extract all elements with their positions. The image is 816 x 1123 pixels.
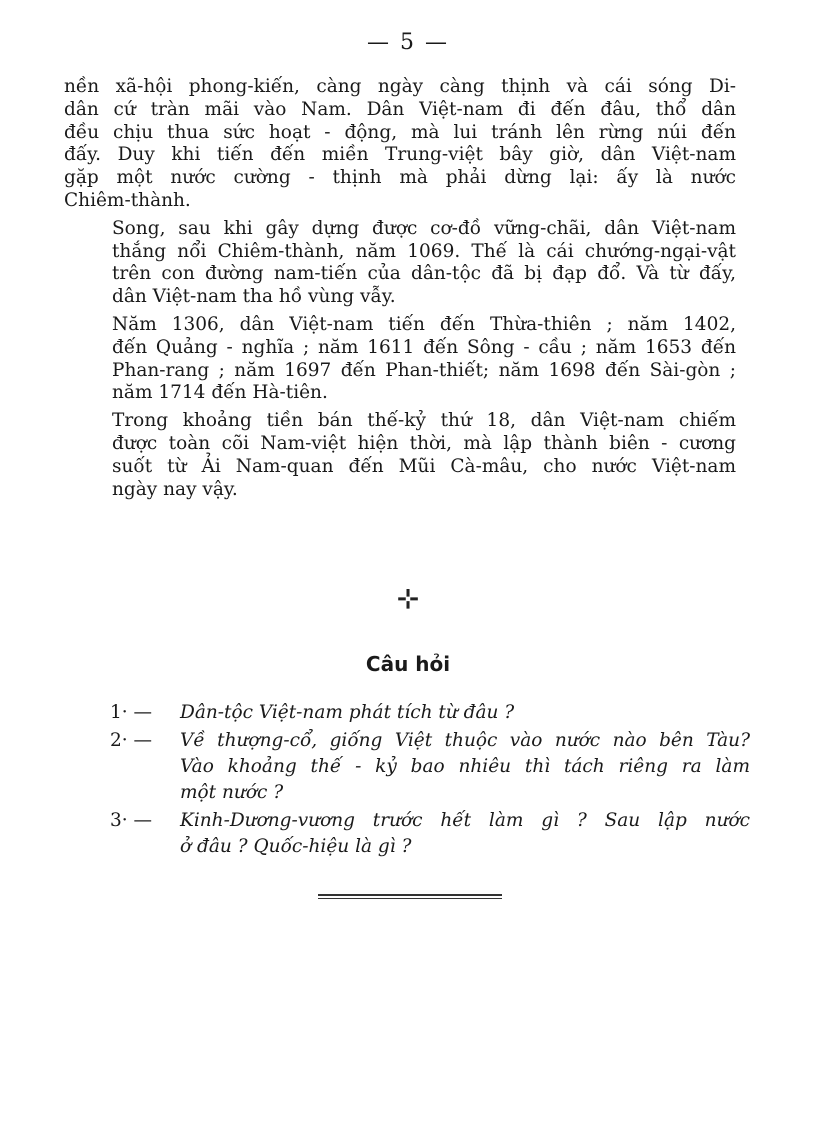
question-text <box>180 808 750 860</box>
text-line: Phan-rang ; năm 1697 đến Phan-thiết; năm 1698 đến Sài-gòn ; <box>112 359 736 381</box>
text-line: Dân-tộc Việt-nam phát tích từ đâu ? <box>180 702 515 723</box>
text-line: được toàn cõi Nam-việt hiện thời, mà lập thành biên - cương <box>112 432 736 454</box>
text-line: trên con đường nam-tiến của dân-tộc đã bị đạp đổ. Và từ đấy, <box>112 263 736 285</box>
text-line: nền xã-hội phong-kiến, càng ngày càng thịnh và cái sóng Di- <box>64 76 736 97</box>
paragraph-1 <box>64 76 736 213</box>
text-line: dân cứ tràn mãi vào Nam. Dân Việt-nam đi đến đâu, thổ dân <box>64 98 736 120</box>
question-list <box>110 700 750 862</box>
text-line: suốt từ Ải Nam-quan đến Mũi Cà-mâu, cho nước Việt-nam <box>112 455 736 477</box>
question-text <box>180 728 750 806</box>
question-number: 1· — <box>110 702 153 723</box>
end-rule <box>318 894 502 899</box>
ornament-divider-icon: ⊹ <box>397 584 419 614</box>
paragraph-2 <box>64 218 736 309</box>
question-text <box>180 700 750 726</box>
text-line: Kinh-Dương-vương trước hết làm gì ? Sau lập nước <box>180 810 750 831</box>
text-line: Vào khoảng thế - kỷ bao nhiêu thì tách riêng ra làm <box>180 756 750 777</box>
question-item <box>110 728 750 806</box>
question-item <box>110 700 750 726</box>
text-line: thắng nổi Chiêm-thành, năm 1069. Thế là cái chướng-ngại-vật <box>112 240 736 262</box>
text-line: đến Quảng - nghĩa ; năm 1611 đến Sông - cầu ; năm 1653 đến <box>112 336 736 358</box>
page-number: — 5 — <box>367 30 449 55</box>
text-line: Chiêm-thành. <box>64 189 191 211</box>
text-line: Song, sau khi gây dựng được cơ-đồ vững-chãi, dân Việt-nam <box>112 217 736 239</box>
text-line: ngày nay vậy. <box>112 478 238 500</box>
text-line: gặp một nước cường - thịnh mà phải dừng lại: ấy là nước <box>64 167 736 189</box>
text-line: Về thượng-cổ, giống Việt thuộc vào nước nào bên Tàu? <box>180 730 750 751</box>
text-line: đấy. Duy khi tiến đến miền Trung-việt bây giờ, dân Việt-nam <box>64 144 736 166</box>
question-item <box>110 808 750 860</box>
paragraph-4 <box>64 410 736 501</box>
question-number: 3· — <box>110 810 153 831</box>
question-number: 2· — <box>110 730 153 751</box>
text-line: năm 1714 đến Hà-tiên. <box>112 382 328 404</box>
text-line: ở đâu ? Quốc-hiệu là gì ? <box>180 836 412 857</box>
paragraph-3 <box>64 314 736 405</box>
text-line: dân Việt-nam tha hồ vùng vẫy. <box>112 286 396 308</box>
text-line: một nước ? <box>180 782 284 803</box>
text-line: Trong khoảng tiền bán thế-kỷ thứ 18, dân Việt-nam chiếm <box>112 410 736 432</box>
body-text <box>64 76 736 501</box>
section-title: Câu hỏi <box>365 652 451 676</box>
text-line: đều chịu thua sức hoạt - động, mà lui tránh lên rừng núi đến <box>64 121 736 143</box>
text-line: Năm 1306, dân Việt-nam tiến đến Thừa-thiên ; năm 1402, <box>112 313 736 335</box>
